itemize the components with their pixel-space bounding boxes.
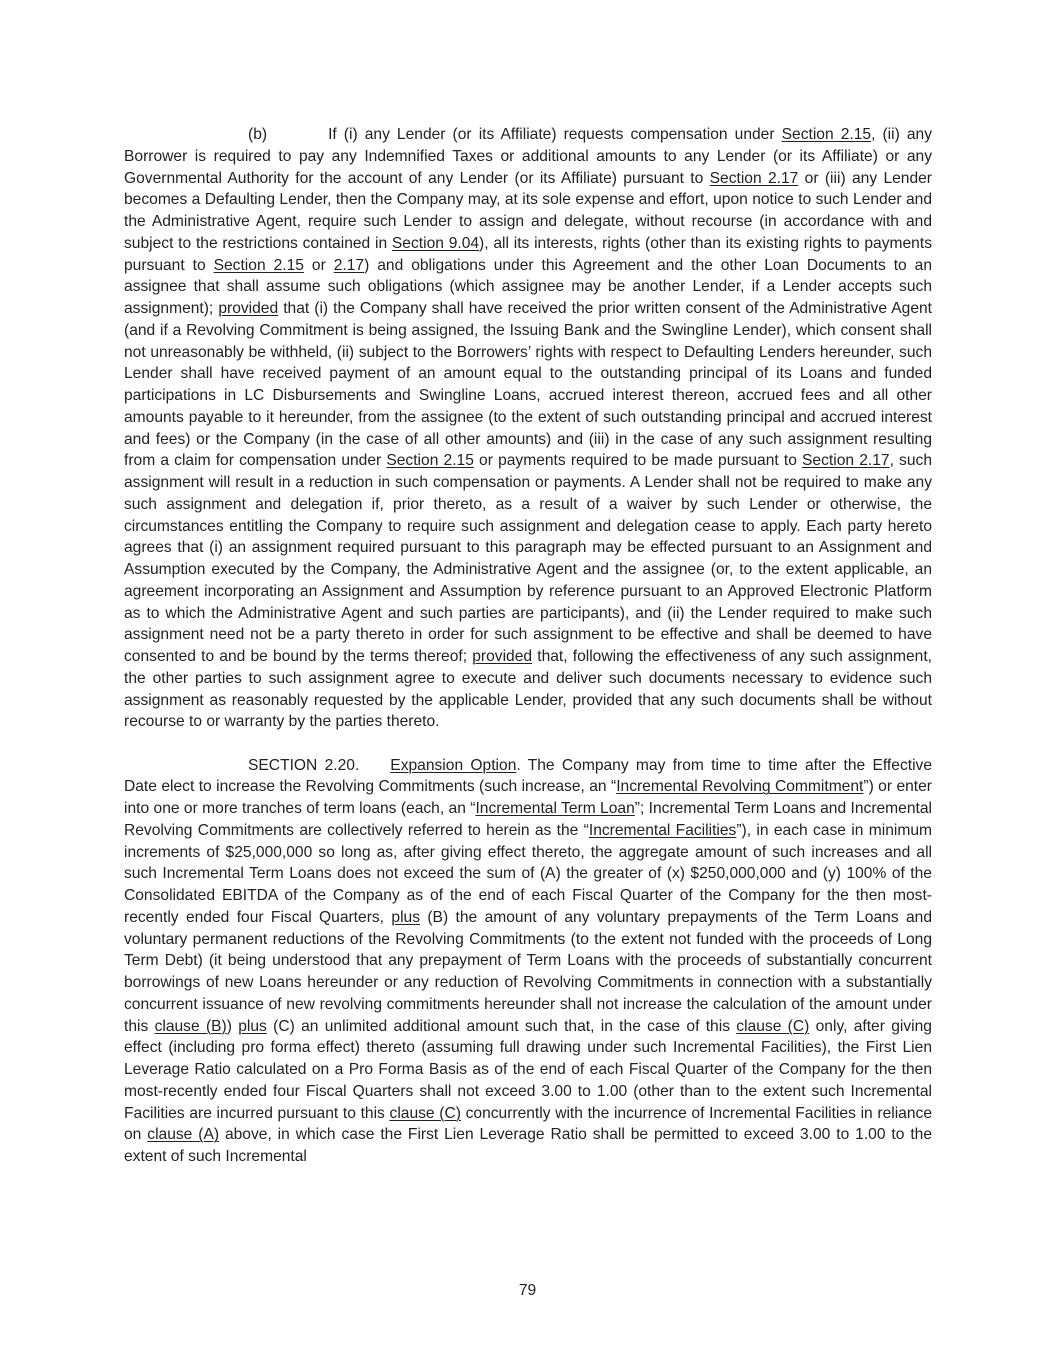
emphasis-provided: provided (218, 300, 279, 317)
defined-term: Incremental Term Loan (475, 800, 635, 817)
cross-reference: Section 2.15 (213, 256, 304, 274)
cross-reference: Section 2.15 (386, 452, 474, 470)
paragraph-section-2-19-b (124, 124, 932, 733)
text-run: (B) the amount of any voluntary prepayments of the Term Loans and voluntary permanent reductions of the Revolving Commitments (to the extent not funded with the proceeds of Long Term Debt) (it being understood that any prepayment of Term Loans with the proceeds of substantially concurrent borrowings of new Loans hereunder or any reduction of Revolving Commitments in connection with a substantially concurrent issuance of new revolving commitments hereunder shall not increase the calculation of the amount under this (124, 908, 932, 1035)
text-run: , (ii) any Borrower is required to pay any Indemnified Taxes or additional amounts to any Lender (or its Affiliate) or any Governmental Authority for the account of any Lender (or its Affiliate) pursuant to (124, 126, 932, 187)
text-run: , such assignment will result in a reduction in such compensation or payments. A Lender shall not be required to make any such assignment and delegation if, prior thereto, as a result of a waiver by such Lender or otherwise, the circumstances entitling the Company to require such assignment and delegation cease to apply. Each party hereto agrees that (i) an assignment required pursuant to this paragraph may be effected pursuant to an Assignment and Assumption executed by the Company, the Administrative Agent and the assignee (or, to the extent applicable, an agreement incorporating an Assignment and Assumption by reference pursuant to an Approved Electronic Platform as to which the Administrative Agent and such parties are participants), and (ii) the Lender required to make such assignment need not be a party thereto in order for such assignment to be effective and shall be deemed to have consented to and be bound by the terms thereof; (124, 452, 932, 665)
defined-term: Incremental Revolving Commitment (616, 778, 864, 796)
text-run: concurrently with the incurrence of Incremental Facilities in reliance on (124, 1104, 932, 1144)
text-run: ”; Incremental Term Loans and Incremental Revolving Commitments are collectively referred to herein as the “ (124, 800, 932, 839)
clause-reference: clause (C) (736, 1017, 810, 1035)
text-run: ”), in each case in minimum increments of $25,000,000 so long as, after giving effect thereto, the aggregate amount of such increases and all such Incremental Term Loans does not exceed the sum of (A) the greater of (x) $250,000,000 and (y) 100% of the Consolidated EBITDA of the Company as of the end of each Fiscal Quarter of the Company for the then most-recently ended four Fiscal Quarters, (124, 821, 932, 926)
text-run: that, following the effectiveness of any such assignment, the other parties to such assignment agree to execute and deliver such documents necessary to evidence such assignment as reasonably requested by the applicable Lender, provided that any such documents shall be without recourse to or warranty by the parties thereto. (124, 648, 933, 731)
section-number: SECTION 2.20. (248, 756, 360, 774)
text-run: ) and obligations under this Agreement and the other Loan Documents to an assignee that shall assume such obligations (which assignee may be another Lender, if a Lender accepts such assignment); (124, 256, 933, 317)
section-heading: Expansion Option (390, 756, 517, 774)
text-run: ) (226, 1017, 239, 1035)
clause-reference: clause (A) (147, 1126, 220, 1144)
text-run: If (i) any Lender (or its Affiliate) requests compensation under (328, 126, 782, 143)
cross-reference: Section 2.15 (781, 126, 872, 143)
text-run: or (303, 256, 334, 274)
cross-reference: Section 2.17 (802, 452, 890, 470)
emphasis-plus: plus (391, 908, 420, 926)
text-run: . The Company may from time to time after the Effective Date elect to increase the Revolving Commitments (such increase, an “ (124, 756, 933, 796)
clause-reference: clause (C) (389, 1104, 461, 1122)
clause-reference: clause (B) (154, 1017, 227, 1035)
paragraph-marker: (b) (248, 126, 268, 143)
text-run: ), all its interests, rights (other than its existing rights to payments pursuant to (124, 234, 932, 274)
cross-reference: 2.17 (333, 256, 365, 274)
text-run: above, in which case the First Lien Leverage Ratio shall be permitted to exceed 3.00 to 1.00 to the extent of such Incremental (124, 1126, 933, 1165)
emphasis-plus: plus (238, 1017, 267, 1035)
text-run: or (iii) any Lender becomes a Defaulting Lender, then the Company may, at its sole expense and effort, upon notice to such Lender and the Administrative Agent, require such Lender to assign and delegate, without recourse (in accordance with and subject to the restrictions contained in (124, 169, 933, 252)
paragraph-section-2-20 (124, 755, 932, 1168)
emphasis-provided: provided (472, 648, 533, 665)
defined-term: Incremental Facilities (588, 821, 737, 839)
cross-reference: Section 2.17 (709, 169, 799, 187)
text-run: ”) or enter into one or more tranches of term loans (each, an “ (124, 778, 932, 817)
page-number: 79 (518, 1282, 537, 1299)
text-run: that (i) the Company shall have received the prior written consent of the Administrative Agent (and if a Revolving Commitment is being assigned, the Issuing Bank and the Swingline Lender), which consent shall not unreasonably be withheld, (ii) subject to the Borrowers’ rights with respect to Defaulting Lenders hereunder, such Lender shall have received payment of an amount equal to the outstanding principal of its Loans and funded participations in LC Disbursements and Swingline Loans, accrued interest thereon, accrued fees and all other amounts payable to it hereunder, from the assignee (to the extent of such outstanding principal and accrued interest and fees) or the Company (in the case of all other amounts) and (iii) in the case of any such assignment resulting from a claim for compensation under (124, 300, 932, 470)
text-run: or payments required to be made pursuant to (473, 452, 803, 470)
cross-reference: Section 9.04 (391, 234, 480, 252)
text-run: only, after giving effect (including pro forma effect) thereto (assuming full drawing under such Incremental Facilities), the First Lien Leverage Ratio calculated on a Pro Forma Basis as of the end of each Fiscal Quarter of the Company for the then most-recently ended four Fiscal Quarters shall not exceed 3.00 to 1.00 (other than to the extent such Incremental Facilities are incurred pursuant to this (124, 1017, 932, 1122)
document-body (124, 124, 932, 1168)
text-run: (C) an unlimited additional amount such that, in the case of this (266, 1017, 737, 1035)
